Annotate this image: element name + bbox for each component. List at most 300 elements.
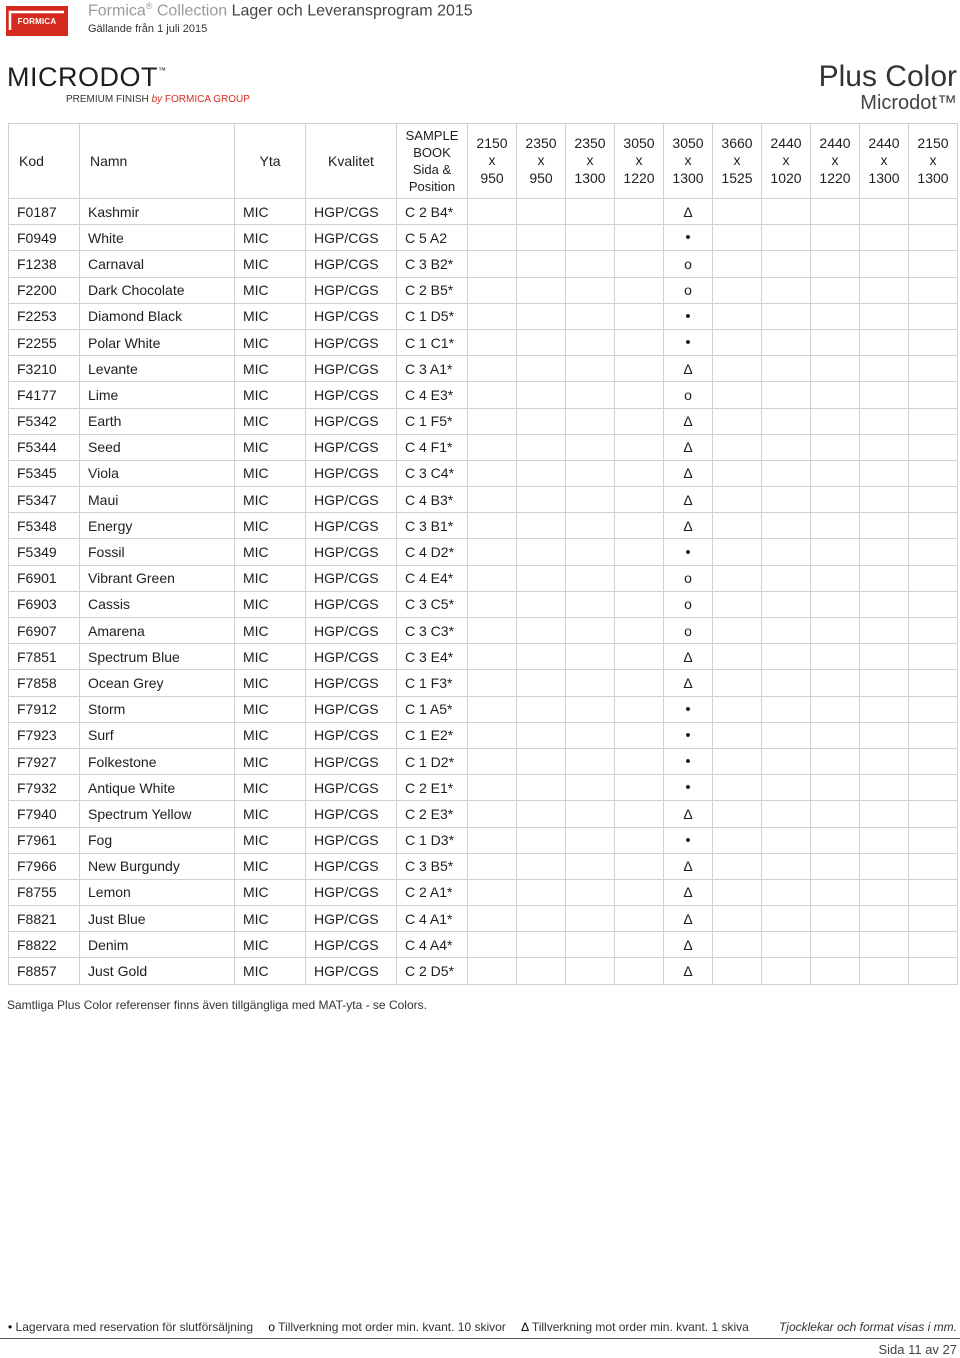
header-size: 2440 x 1020 [762,124,811,199]
cell-yta: MIC [235,382,306,408]
cell-namn: Fog [80,827,235,853]
cell-kvalitet: HGP/CGS [306,460,397,486]
availability-mark: o [684,255,692,272]
cell-size-availability [468,722,517,748]
availability-mark: Δ [683,517,693,534]
cell-kod: F4177 [9,382,80,408]
cell-kod: F6901 [9,565,80,591]
cell-yta: MIC [235,487,306,513]
cell-size-availability [713,329,762,355]
cell-size-availability [713,303,762,329]
cell-size-availability [468,591,517,617]
cell-yta: MIC [235,879,306,905]
cell-size-availability [517,199,566,225]
cell-size-availability [517,251,566,277]
cell-size-availability [615,748,664,774]
cell-kvalitet: HGP/CGS [306,539,397,565]
cell-size-availability [468,958,517,984]
cell-size-availability [860,801,909,827]
header-sample-line: BOOK [413,145,451,160]
cell-kod: F7858 [9,670,80,696]
cell-yta: MIC [235,408,306,434]
cell-size-availability [713,853,762,879]
cell-size-availability [713,539,762,565]
cell-size-availability [615,487,664,513]
availability-mark: Δ [683,884,693,901]
cell-size-availability [811,853,860,879]
availability-mark: Δ [683,674,693,691]
cell-kvalitet: HGP/CGS [306,251,397,277]
cell-size-availability [664,199,713,225]
cell-size-availability [517,382,566,408]
cell-kvalitet: HGP/CGS [306,199,397,225]
cell-size-availability [517,853,566,879]
table-row [9,460,958,486]
table-row [9,382,958,408]
cell-size-availability [909,958,958,984]
availability-mark: Δ [683,910,693,927]
cell-sample-position: C 3 B1* [397,513,468,539]
cell-yta: MIC [235,356,306,382]
availability-mark: • [685,700,691,718]
cell-size-availability [762,277,811,303]
cell-kod: F5344 [9,434,80,460]
legend-order10-text: Tillverkning mot order min. kvant. 10 skivor [278,1320,506,1334]
collection-subtitle: Microdot™ [860,92,957,114]
cell-kvalitet: HGP/CGS [306,277,397,303]
cell-sample-position: C 1 D2* [397,748,468,774]
cell-yta: MIC [235,225,306,251]
availability-mark: Δ [683,203,693,220]
cell-size-availability [664,853,713,879]
cell-size-availability [566,696,615,722]
availability-mark: • [685,779,691,797]
cell-size-availability [811,958,860,984]
cell-kvalitet: HGP/CGS [306,906,397,932]
cell-size-availability [811,539,860,565]
cell-size-availability [517,513,566,539]
cell-size-availability [468,801,517,827]
table-row [9,539,958,565]
valid-from-date: Gällande från 1 juli 2015 [88,23,208,35]
cell-size-availability [615,906,664,932]
cell-size-availability [468,670,517,696]
cell-sample-position: C 1 E2* [397,722,468,748]
table-row [9,853,958,879]
cell-size-availability [762,827,811,853]
cell-size-availability [566,618,615,644]
cell-size-availability [566,722,615,748]
cell-sample-position: C 2 B4* [397,199,468,225]
cell-yta: MIC [235,906,306,932]
cell-size-availability [811,251,860,277]
cell-size-availability [664,329,713,355]
cell-size-availability [615,853,664,879]
cell-size-availability [468,618,517,644]
cell-size-availability [713,513,762,539]
cell-yta: MIC [235,434,306,460]
cell-size-availability [468,408,517,434]
cell-size-availability [909,251,958,277]
table-row [9,565,958,591]
header-size: 2350 x 950 [517,124,566,199]
availability-mark: o [684,386,692,403]
bullet-icon: • [8,1320,13,1334]
footer-divider [0,1338,960,1339]
cell-size-availability [762,303,811,329]
availability-mark: Δ [683,963,693,980]
cell-size-availability [811,801,860,827]
cell-size-availability [713,382,762,408]
cell-size-availability [713,356,762,382]
cell-size-availability [713,696,762,722]
cell-size-availability [811,775,860,801]
cell-kod: F6907 [9,618,80,644]
cell-size-availability [909,801,958,827]
cell-sample-position: C 4 A1* [397,906,468,932]
cell-yta: MIC [235,618,306,644]
table-row [9,303,958,329]
cell-size-availability [811,329,860,355]
by-text: by [151,94,163,105]
cell-size-availability [468,277,517,303]
cell-size-availability [762,251,811,277]
cell-size-availability [566,565,615,591]
cell-size-availability [762,748,811,774]
cell-kod: F3210 [9,356,80,382]
cell-size-availability [860,303,909,329]
cell-size-availability [860,644,909,670]
cell-sample-position: C 3 E4* [397,644,468,670]
cell-namn: Just Gold [80,958,235,984]
cell-size-availability [566,906,615,932]
cell-size-availability [762,539,811,565]
table-row [9,932,958,958]
header-sample-line: Sida & [412,162,452,177]
cell-size-availability [517,591,566,617]
cell-namn: White [80,225,235,251]
cell-size-availability [615,277,664,303]
cell-size-availability [860,513,909,539]
cell-yta: MIC [235,591,306,617]
cell-size-availability [517,670,566,696]
cell-size-availability [566,513,615,539]
header-size: 3660 x 1525 [713,124,762,199]
header-namn: Namn [80,124,235,199]
cell-size-availability [615,565,664,591]
cell-size-availability [517,958,566,984]
cell-namn: Amarena [80,618,235,644]
cell-kvalitet: HGP/CGS [306,958,397,984]
cell-size-availability [762,853,811,879]
cell-kvalitet: HGP/CGS [306,696,397,722]
cell-size-availability [713,958,762,984]
table-row [9,906,958,932]
cell-size-availability [713,460,762,486]
legend-stock-text: Lagervara med reservation för slutförsäljning [15,1320,253,1334]
program-title: Lager och Leveransprogram [231,2,433,20]
cell-namn: Cassis [80,591,235,617]
cell-kod: F7927 [9,748,80,774]
collection-title: Plus Color [818,60,957,93]
cell-size-availability [909,853,958,879]
cell-size-availability [762,644,811,670]
cell-sample-position: C 3 C3* [397,618,468,644]
cell-size-availability [860,408,909,434]
cell-size-availability [615,225,664,251]
cell-kod: F7923 [9,722,80,748]
cell-namn: Vibrant Green [80,565,235,591]
formica-logo [6,6,68,36]
cell-size-availability [566,434,615,460]
cell-sample-position: C 4 D2* [397,539,468,565]
cell-size-availability [811,670,860,696]
cell-size-availability [468,853,517,879]
cell-size-availability [566,775,615,801]
cell-sample-position: C 4 F1* [397,434,468,460]
cell-kvalitet: HGP/CGS [306,670,397,696]
cell-size-availability [615,722,664,748]
cell-sample-position: C 3 C4* [397,460,468,486]
cell-size-availability [860,329,909,355]
product-name-text: MICRODOT [7,62,158,92]
cell-size-availability [811,644,860,670]
product-name [7,62,166,93]
cell-size-availability [762,906,811,932]
availability-mark: Δ [683,805,693,822]
cell-size-availability [909,356,958,382]
cell-size-availability [860,225,909,251]
cell-yta: MIC [235,565,306,591]
table-row [9,513,958,539]
cell-size-availability [762,225,811,251]
cell-size-availability [517,356,566,382]
cell-size-availability [664,487,713,513]
cell-namn: Spectrum Yellow [80,801,235,827]
legend-order1-text: Tillverkning mot order min. kvant. 1 skiva [531,1320,749,1334]
cell-size-availability [664,644,713,670]
header-sample-book [397,124,468,199]
cell-size-availability [909,906,958,932]
header-size: 2440 x 1220 [811,124,860,199]
cell-kod: F7932 [9,775,80,801]
cell-size-availability [468,460,517,486]
cell-namn: Storm [80,696,235,722]
formica-group-text: FORMICA GROUP [164,94,250,105]
cell-size-availability [468,932,517,958]
cell-size-availability [860,199,909,225]
cell-kod: F5349 [9,539,80,565]
cell-size-availability [860,696,909,722]
cell-size-availability [566,382,615,408]
cell-size-availability [566,801,615,827]
cell-size-availability [909,539,958,565]
cell-namn: New Burgundy [80,853,235,879]
cell-size-availability [762,199,811,225]
cell-size-availability [664,670,713,696]
cell-size-availability [713,199,762,225]
header-yta: Yta [235,124,306,199]
table-row [9,801,958,827]
cell-kod: F5347 [9,487,80,513]
cell-size-availability [762,670,811,696]
cell-namn: Denim [80,932,235,958]
cell-size-availability [517,225,566,251]
cell-sample-position: C 4 A4* [397,932,468,958]
cell-size-availability [566,329,615,355]
cell-yta: MIC [235,460,306,486]
cell-size-availability [860,670,909,696]
cell-size-availability [664,434,713,460]
cell-yta: MIC [235,539,306,565]
cell-size-availability [713,618,762,644]
cell-size-availability [909,879,958,905]
delta-icon: Δ [521,1320,529,1334]
cell-yta: MIC [235,513,306,539]
cell-size-availability [468,906,517,932]
header-size: 2440 x 1300 [860,124,909,199]
cell-size-availability [909,382,958,408]
cell-kod: F0187 [9,199,80,225]
table-row [9,487,958,513]
cell-kod: F7966 [9,853,80,879]
cell-size-availability [713,408,762,434]
cell-kvalitet: HGP/CGS [306,748,397,774]
cell-namn: Surf [80,722,235,748]
table-row [9,434,958,460]
cell-size-availability [811,199,860,225]
cell-size-availability [909,434,958,460]
cell-size-availability [566,487,615,513]
cell-sample-position: C 1 D5* [397,303,468,329]
cell-size-availability [811,460,860,486]
cell-size-availability [615,329,664,355]
cell-size-availability [664,277,713,303]
cell-size-availability [811,513,860,539]
cell-size-availability [615,775,664,801]
cell-namn: Energy [80,513,235,539]
cell-kod: F2200 [9,277,80,303]
availability-mark: • [685,543,691,561]
cell-size-availability [713,277,762,303]
cell-size-availability [713,487,762,513]
cell-size-availability [664,906,713,932]
cell-namn: Just Blue [80,906,235,932]
program-year: 2015 [437,2,473,20]
cell-size-availability [566,958,615,984]
cell-size-availability [566,853,615,879]
cell-kod: F8857 [9,958,80,984]
cell-sample-position: C 4 B3* [397,487,468,513]
cell-yta: MIC [235,775,306,801]
cell-size-availability [762,879,811,905]
cell-size-availability [713,932,762,958]
cell-sample-position: C 1 D3* [397,827,468,853]
cell-size-availability [762,932,811,958]
cell-size-availability [664,958,713,984]
cell-size-availability [615,434,664,460]
cell-sample-position: C 1 F3* [397,670,468,696]
cell-kod: F2253 [9,303,80,329]
cell-size-availability [615,827,664,853]
cell-size-availability [762,696,811,722]
cell-size-availability [517,879,566,905]
cell-size-availability [468,775,517,801]
cell-size-availability [860,932,909,958]
cell-size-availability [664,539,713,565]
cell-size-availability [517,618,566,644]
cell-size-availability [566,199,615,225]
cell-size-availability [909,696,958,722]
cell-size-availability [517,487,566,513]
cell-sample-position: C 3 C5* [397,591,468,617]
table-row [9,827,958,853]
availability-mark: • [685,726,691,744]
availability-mark: Δ [683,360,693,377]
stock-table [8,123,958,985]
cell-size-availability [762,565,811,591]
cell-namn: Lemon [80,879,235,905]
cell-size-availability [517,277,566,303]
cell-kod: F7912 [9,696,80,722]
cell-size-availability [811,827,860,853]
cell-yta: MIC [235,251,306,277]
table-row [9,225,958,251]
cell-size-availability [909,775,958,801]
cell-size-availability [811,565,860,591]
cell-size-availability [468,199,517,225]
logo-text: FORMICA [17,17,57,26]
cell-size-availability [664,303,713,329]
cell-size-availability [762,434,811,460]
cell-size-availability [811,382,860,408]
cell-size-availability [909,329,958,355]
cell-size-availability [615,460,664,486]
cell-size-availability [762,408,811,434]
cell-size-availability [517,906,566,932]
cell-kod: F7961 [9,827,80,853]
cell-size-availability [517,775,566,801]
cell-kvalitet: HGP/CGS [306,591,397,617]
cell-yta: MIC [235,853,306,879]
cell-kod: F2255 [9,329,80,355]
cell-size-availability [664,356,713,382]
cell-size-availability [860,487,909,513]
availability-mark: o [684,596,692,613]
cell-sample-position: C 2 D5* [397,958,468,984]
cell-kvalitet: HGP/CGS [306,329,397,355]
cell-size-availability [615,958,664,984]
cell-size-availability [615,356,664,382]
cell-size-availability [566,827,615,853]
cell-kvalitet: HGP/CGS [306,303,397,329]
cell-size-availability [615,382,664,408]
cell-namn: Maui [80,487,235,513]
cell-kvalitet: HGP/CGS [306,644,397,670]
cell-size-availability [909,199,958,225]
cell-size-availability [762,722,811,748]
cell-size-availability [664,382,713,408]
table-row [9,329,958,355]
cell-kod: F1238 [9,251,80,277]
cell-size-availability [468,827,517,853]
cell-size-availability [615,199,664,225]
cell-size-availability [468,329,517,355]
cell-size-availability [860,853,909,879]
cell-size-availability [664,225,713,251]
cell-size-availability [811,408,860,434]
cell-size-availability [566,408,615,434]
